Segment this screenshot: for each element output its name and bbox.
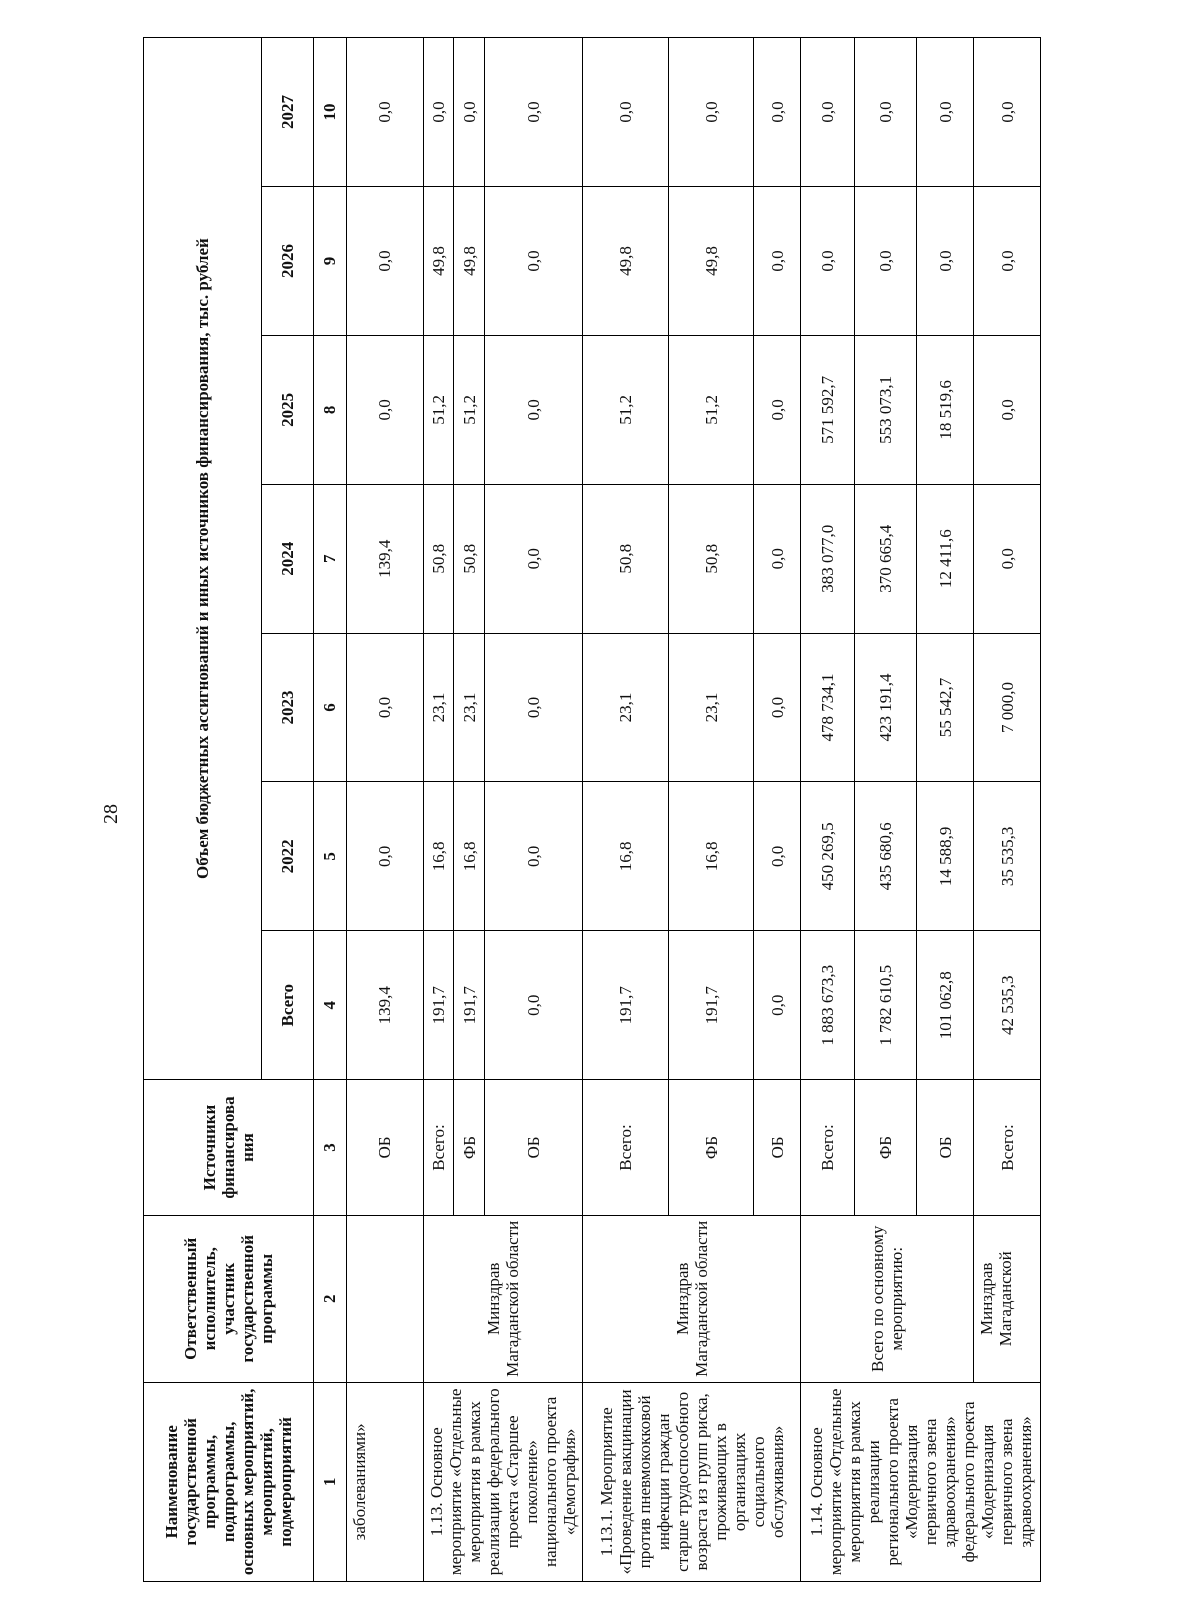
value-cell: 0,0 [754,484,801,633]
header-name: Наименование государственной программы, подпрограммы, основных мероприятий, мероприятий, подмероприятий [144,1382,314,1581]
header-year: 2022 [262,782,314,931]
budget-table [143,37,1041,1582]
column-number-row [314,38,347,1582]
table-row [974,38,1041,1582]
column-number: 3 [314,1080,347,1216]
value-cell: 0,0 [754,782,801,931]
value-cell: 0,0 [754,187,801,336]
value-cell: 0,0 [347,633,424,782]
column-number: 5 [314,782,347,931]
value-cell: 23,1 [669,633,754,782]
column-number: 6 [314,633,347,782]
value-cell: 23,1 [454,633,484,782]
header-source: Источники финансирова ния [144,1080,314,1216]
value-cell: 0,0 [754,38,801,187]
value-cell: 0,0 [917,187,974,336]
value-cell: 0,0 [484,633,582,782]
value-cell: 0,0 [974,38,1041,187]
table-row [801,38,855,1582]
value-cell: 0,0 [669,38,754,187]
source-cell: ОБ [484,1080,582,1216]
value-cell: 0,0 [754,633,801,782]
source-cell: Всего: [424,1080,454,1216]
source-cell: Всего: [583,1080,669,1216]
value-cell: 423 191,4 [855,633,917,782]
table-row [347,38,424,1582]
value-cell: 0,0 [855,187,917,336]
value-cell: 12 411,6 [917,484,974,633]
value-cell: 139,4 [347,931,424,1080]
executor-cell: Минздрав Магаданской [974,1215,1041,1382]
value-cell: 370 665,4 [855,484,917,633]
rotated-page-content [143,37,1038,1582]
value-cell: 139,4 [347,484,424,633]
header-year: 2024 [262,484,314,633]
value-cell: 16,8 [424,782,454,931]
value-cell: 435 680,6 [855,782,917,931]
header-executor: Ответственный исполнитель, участник государственной программы [144,1215,314,1382]
value-cell: 0,0 [974,484,1041,633]
value-cell: 571 592,7 [801,335,855,484]
value-cell: 23,1 [424,633,454,782]
value-cell: 50,8 [424,484,454,633]
table-row [583,38,669,1582]
executor-cell: Минздрав Магаданской области [424,1215,583,1382]
value-cell: 42 535,3 [974,931,1041,1080]
value-cell: 0,0 [347,335,424,484]
value-cell: 50,8 [583,484,669,633]
executor-cell: Минздрав Магаданской области [583,1215,801,1382]
value-cell: 0,0 [484,38,582,187]
value-cell: 0,0 [754,931,801,1080]
value-cell: 51,2 [583,335,669,484]
value-cell: 49,8 [424,187,454,336]
value-cell: 0,0 [454,38,484,187]
page-number: 28 [100,804,122,824]
value-cell: 51,2 [669,335,754,484]
value-cell: 18 519,6 [917,335,974,484]
value-cell: 0,0 [801,187,855,336]
value-cell: 0,0 [484,335,582,484]
value-cell: 478 734,1 [801,633,855,782]
program-name-cell: заболеваниями» [347,1382,424,1581]
value-cell: 383 077,0 [801,484,855,633]
value-cell: 49,8 [583,187,669,336]
value-cell: 0,0 [484,931,582,1080]
program-name-cell: 1.13. Основное мероприятие «Отдельные мероприятия в рамках реализации федерального проекта «Старшее поколение» национального проекта «Демография» [424,1382,583,1581]
column-number: 9 [314,187,347,336]
value-cell: 101 062,8 [917,931,974,1080]
source-cell: ФБ [454,1080,484,1216]
header-year: 2026 [262,187,314,336]
value-cell: 0,0 [917,38,974,187]
value-cell: 23,1 [583,633,669,782]
source-cell: ФБ [669,1080,754,1216]
column-number: 2 [314,1215,347,1382]
value-cell: 50,8 [669,484,754,633]
value-cell: 553 073,1 [855,335,917,484]
value-cell: 16,8 [454,782,484,931]
value-cell: 14 588,9 [917,782,974,931]
column-number: 8 [314,335,347,484]
value-cell: 50,8 [454,484,484,633]
value-cell: 0,0 [484,782,582,931]
value-cell: 7 000,0 [974,633,1041,782]
program-name-cell: 1.14. Основное мероприятие «Отдельные мероприятия в рамках реализации регионального проекта «Модернизация первичного звена здравоохранения» федерального проекта «Модернизация первичного звена здравоохранения» [801,1382,1041,1581]
header-year: 2025 [262,335,314,484]
value-cell: 0,0 [801,38,855,187]
value-cell: 16,8 [583,782,669,931]
column-number: 10 [314,38,347,187]
value-cell: 51,2 [424,335,454,484]
table-row [424,38,454,1582]
value-cell: 49,8 [454,187,484,336]
value-cell: 191,7 [454,931,484,1080]
source-cell: ОБ [347,1080,424,1216]
value-cell: 0,0 [347,782,424,931]
value-cell: 0,0 [855,38,917,187]
header-funding-group: Объем бюджетных ассигнований и иных источников финансирования, тыс. рублей [144,38,262,1080]
column-number: 7 [314,484,347,633]
value-cell: 0,0 [424,38,454,187]
value-cell: 0,0 [974,335,1041,484]
value-cell: 55 542,7 [917,633,974,782]
value-cell: 49,8 [669,187,754,336]
header-year: 2023 [262,633,314,782]
value-cell: 0,0 [484,484,582,633]
executor-cell: Всего по основному мероприятию: [801,1215,974,1382]
column-number: 1 [314,1382,347,1581]
value-cell: 1 782 610,5 [855,931,917,1080]
value-cell: 191,7 [669,931,754,1080]
value-cell: 0,0 [347,187,424,336]
source-cell: Всего: [974,1080,1041,1216]
header-year: Всего [262,931,314,1080]
value-cell: 0,0 [583,38,669,187]
value-cell: 0,0 [484,187,582,336]
value-cell: 35 535,3 [974,782,1041,931]
value-cell: 0,0 [754,335,801,484]
value-cell: 450 269,5 [801,782,855,931]
program-name-cell: 1.13.1. Мероприятие «Проведение вакцинации против пневмококковой инфекции граждан старше трудоспособного возраста из групп риска, проживающих в организациях социального обслуживания» [583,1382,801,1581]
value-cell: 191,7 [424,931,454,1080]
source-cell: ОБ [754,1080,801,1216]
source-cell: ФБ [855,1080,917,1216]
value-cell: 51,2 [454,335,484,484]
column-number: 4 [314,931,347,1080]
value-cell: 191,7 [583,931,669,1080]
source-cell: ОБ [917,1080,974,1216]
value-cell: 0,0 [974,187,1041,336]
header-row-1 [144,38,262,1582]
value-cell: 16,8 [669,782,754,931]
value-cell: 1 883 673,3 [801,931,855,1080]
value-cell: 0,0 [347,38,424,187]
source-cell: Всего: [801,1080,855,1216]
executor-cell [347,1215,424,1382]
header-year: 2027 [262,38,314,187]
